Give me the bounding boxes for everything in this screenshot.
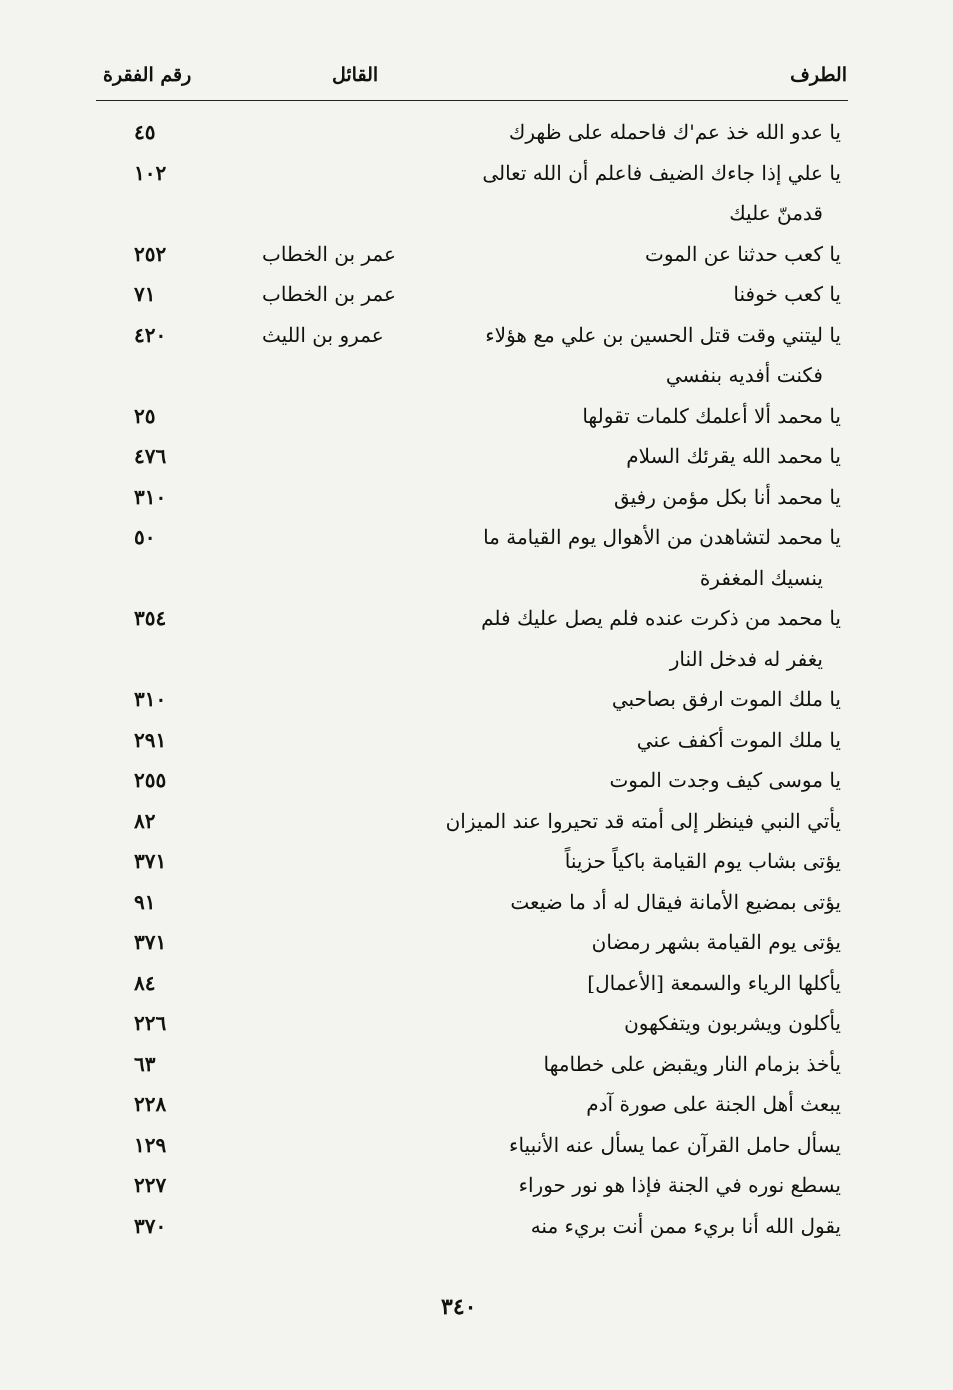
entry-first-words: يا موسى كيف وجدت الموت (609, 768, 841, 792)
table-row (0, 436, 953, 476)
table-row (0, 1084, 953, 1124)
entry-continuation: يغفر له فدخل النار (669, 646, 823, 671)
entry-paragraph-number: ٣٧١ (134, 849, 167, 873)
entry-continuation: ينسيك المغفرة (699, 565, 823, 590)
entry-paragraph-number: ٣١٠ (134, 687, 167, 711)
entry-first-words: يؤتى يوم القيامة بشهر رمضان (591, 930, 841, 954)
entry-paragraph-number: ١٢٩ (134, 1132, 167, 1157)
entry-first-words: يا ليتني وقت قتل الحسين بن علي مع هؤلاء (485, 322, 841, 347)
entry-first-words: يؤتى بمضيع الأمانة فيقال له أد ما ضيعت (510, 889, 841, 914)
table-row (0, 274, 953, 314)
entry-paragraph-number: ٨٤ (134, 970, 156, 995)
table-row (0, 153, 953, 225)
table-row (0, 517, 953, 590)
entry-first-words: يأتي النبي فينظر إلى أمته قد تحيروا عند الميزان (445, 808, 841, 833)
table-row (0, 1003, 953, 1043)
entry-first-words: يا محمد لتشاهدن من الأهوال يوم القيامة ما (483, 525, 841, 549)
entry-first-words: يؤتى بشاب يوم القيامة باكياً حزيناً (564, 849, 841, 873)
table-row (0, 234, 953, 274)
table-row (0, 112, 953, 152)
entry-paragraph-number: ٢٥٢ (134, 241, 167, 266)
table-row (0, 1165, 953, 1205)
table-row (0, 841, 953, 881)
table-row (0, 477, 953, 517)
entry-paragraph-number: ٣١٠ (134, 484, 167, 509)
entry-paragraph-number: ٢٢٧ (134, 1173, 167, 1197)
page-number: ٣٤٠ (441, 1294, 477, 1320)
entry-continuation: قدمنّ عليك (729, 201, 823, 225)
entry-first-words: يا علي إذا جاءك الضيف فاعلم أن الله تعالى (482, 160, 841, 185)
table-row (0, 882, 953, 922)
entry-first-words: يأكلها الرياء والسمعة [الأعمال] (587, 970, 841, 995)
table-row (0, 679, 953, 719)
entry-first-words: يا ملك الموت أكفف عني (636, 727, 841, 752)
entry-first-words: يا ملك الموت ارفق بصاحبي (611, 687, 841, 711)
entry-paragraph-number: ٣٧١ (134, 930, 167, 954)
entry-first-words: يقول الله أنا بريء ممن أنت بريء منه (530, 1213, 841, 1238)
entry-paragraph-number: ٣٥٤ (134, 606, 167, 630)
entry-paragraph-number: ٤٥ (134, 120, 156, 144)
table-row (0, 1125, 953, 1165)
entry-first-words: يا كعب خوفنا (733, 282, 841, 306)
entry-first-words: يأكلون ويشربون ويتفكهون (624, 1011, 841, 1035)
entry-paragraph-number: ٨٢ (134, 808, 156, 833)
entry-first-words: يأخذ بزمام النار ويقبض على خطامها (543, 1051, 841, 1076)
table-row (0, 963, 953, 1003)
entry-speaker: عمر بن الخطاب (262, 282, 396, 306)
table-row (0, 1044, 953, 1084)
entry-first-words: يا كعب حدثنا عن الموت (645, 241, 841, 266)
table-row (0, 922, 953, 962)
entry-paragraph-number: ٢٥ (134, 403, 156, 428)
entry-paragraph-number: ٤٧٦ (134, 444, 167, 468)
column-header-first-words: الطرف (790, 64, 847, 86)
table-row (0, 801, 953, 841)
entry-paragraph-number: ٣٧٠ (134, 1213, 167, 1238)
entry-first-words: يسطع نوره في الجنة فإذا هو نور حوراء (518, 1173, 841, 1197)
column-header-paragraph-number: رقم الفقرة (103, 64, 192, 86)
table-row (0, 720, 953, 760)
entry-first-words: يبعث أهل الجنة على صورة آدم (586, 1092, 841, 1116)
entry-paragraph-number: ٦٣ (134, 1051, 156, 1076)
entry-paragraph-number: ٩١ (134, 889, 156, 914)
entry-paragraph-number: ١٠٢ (134, 160, 167, 185)
table-row (0, 315, 953, 387)
entry-speaker: عمرو بن الليث (262, 322, 384, 347)
entry-paragraph-number: ٢٢٨ (134, 1092, 167, 1116)
entry-paragraph-number: ٧١ (134, 282, 156, 306)
table-row (0, 1206, 953, 1246)
entry-paragraph-number: ٢٢٦ (134, 1011, 167, 1035)
table-row (0, 396, 953, 436)
entry-paragraph-number: ٢٩١ (134, 727, 167, 752)
entry-continuation: فكنت أفديه بنفسي (665, 363, 823, 387)
entry-paragraph-number: ٢٥٥ (134, 768, 167, 792)
column-header-speaker: القائل (332, 64, 379, 86)
entry-speaker: عمر بن الخطاب (262, 241, 396, 266)
entry-first-words: يا محمد الله يقرئك السلام (626, 444, 841, 468)
header-divider (96, 100, 848, 101)
entry-paragraph-number: ٥٠ (134, 525, 156, 549)
table-row (0, 598, 953, 671)
entry-first-words: يا عدو الله خذ عم'ك فاحمله على ظهرك (508, 120, 841, 144)
entry-first-words: يا محمد أنا بكل مؤمن رفيق (613, 484, 841, 509)
entry-first-words: يا محمد ألا أعلمك كلمات تقولها (582, 403, 841, 428)
table-row (0, 760, 953, 800)
entry-first-words: يا محمد من ذكرت عنده فلم يصل عليك فلم (481, 606, 841, 630)
entry-first-words: يسأل حامل القرآن عما يسأل عنه الأنبياء (509, 1132, 841, 1157)
entry-paragraph-number: ٤٢٠ (134, 322, 167, 347)
